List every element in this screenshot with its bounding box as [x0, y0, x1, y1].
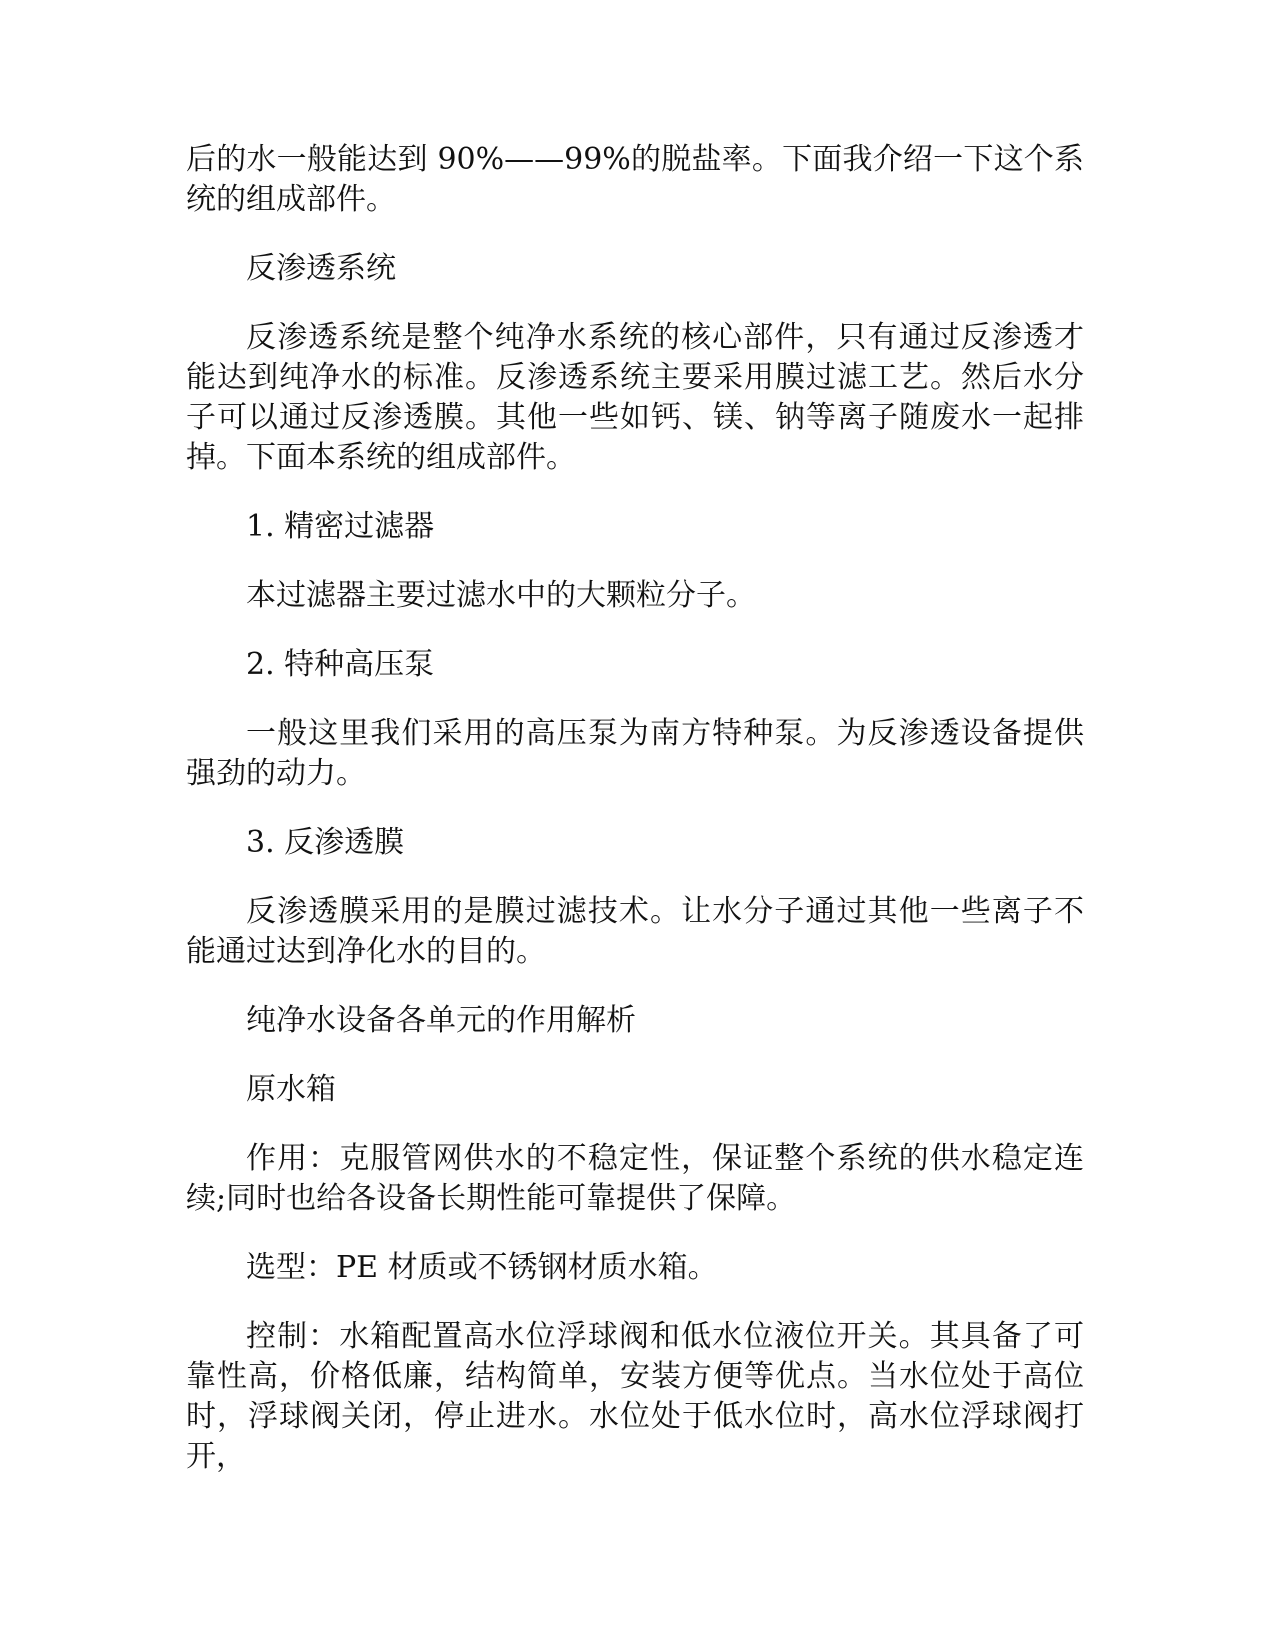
- document-page: [186, 140, 1084, 1477]
- heading-ro-membrane: 3. 反渗透膜: [246, 825, 405, 860]
- heading-raw-water-tank: 原水箱: [246, 1072, 336, 1107]
- paragraph-ro-membrane: 反渗透膜采用的是膜过滤技术。让水分子通过其他一些离子不能通过达到净化水的目的。: [186, 894, 1084, 969]
- heading-unit-analysis: 纯净水设备各单元的作用解析: [246, 1003, 636, 1038]
- paragraph-tank-function: 作用：克服管网供水的不稳定性，保证整个系统的供水稳定连续;同时也给各设备长期性能可靠提供了保障。: [186, 1141, 1084, 1216]
- paragraph-ro-system: 反渗透系统是整个纯净水系统的核心部件，只有通过反渗透才能达到纯净水的标准。反渗透系统主要采用膜过滤工艺。然后水分子可以通过反渗透膜。其他一些如钙、镁、钠等离子随废水一起排掉。下面本系统的组成部件。: [186, 320, 1084, 475]
- paragraph-intro: 后的水一般能达到 90%——99%的脱盐率。下面我介绍一下这个系统的组成部件。: [186, 142, 1084, 217]
- paragraph-tank-selection: 选型：PE 材质或不锈钢材质水箱。: [246, 1250, 718, 1285]
- paragraph-precision-filter: 本过滤器主要过滤水中的大颗粒分子。: [246, 578, 756, 613]
- heading-high-pressure-pump: 2. 特种高压泵: [246, 647, 435, 682]
- heading-precision-filter: 1. 精密过滤器: [246, 509, 435, 544]
- paragraph-tank-control: 控制：水箱配置高水位浮球阀和低水位液位开关。其具备了可靠性高，价格低廉，结构简单，安装方便等优点。当水位处于高位时，浮球阀关闭，停止进水。水位处于低水位时，高水位浮球阀打开，: [186, 1319, 1084, 1474]
- paragraph-high-pressure-pump: 一般这里我们采用的高压泵为南方特种泵。为反渗透设备提供强劲的动力。: [186, 716, 1084, 791]
- heading-ro-system: 反渗透系统: [246, 251, 396, 286]
